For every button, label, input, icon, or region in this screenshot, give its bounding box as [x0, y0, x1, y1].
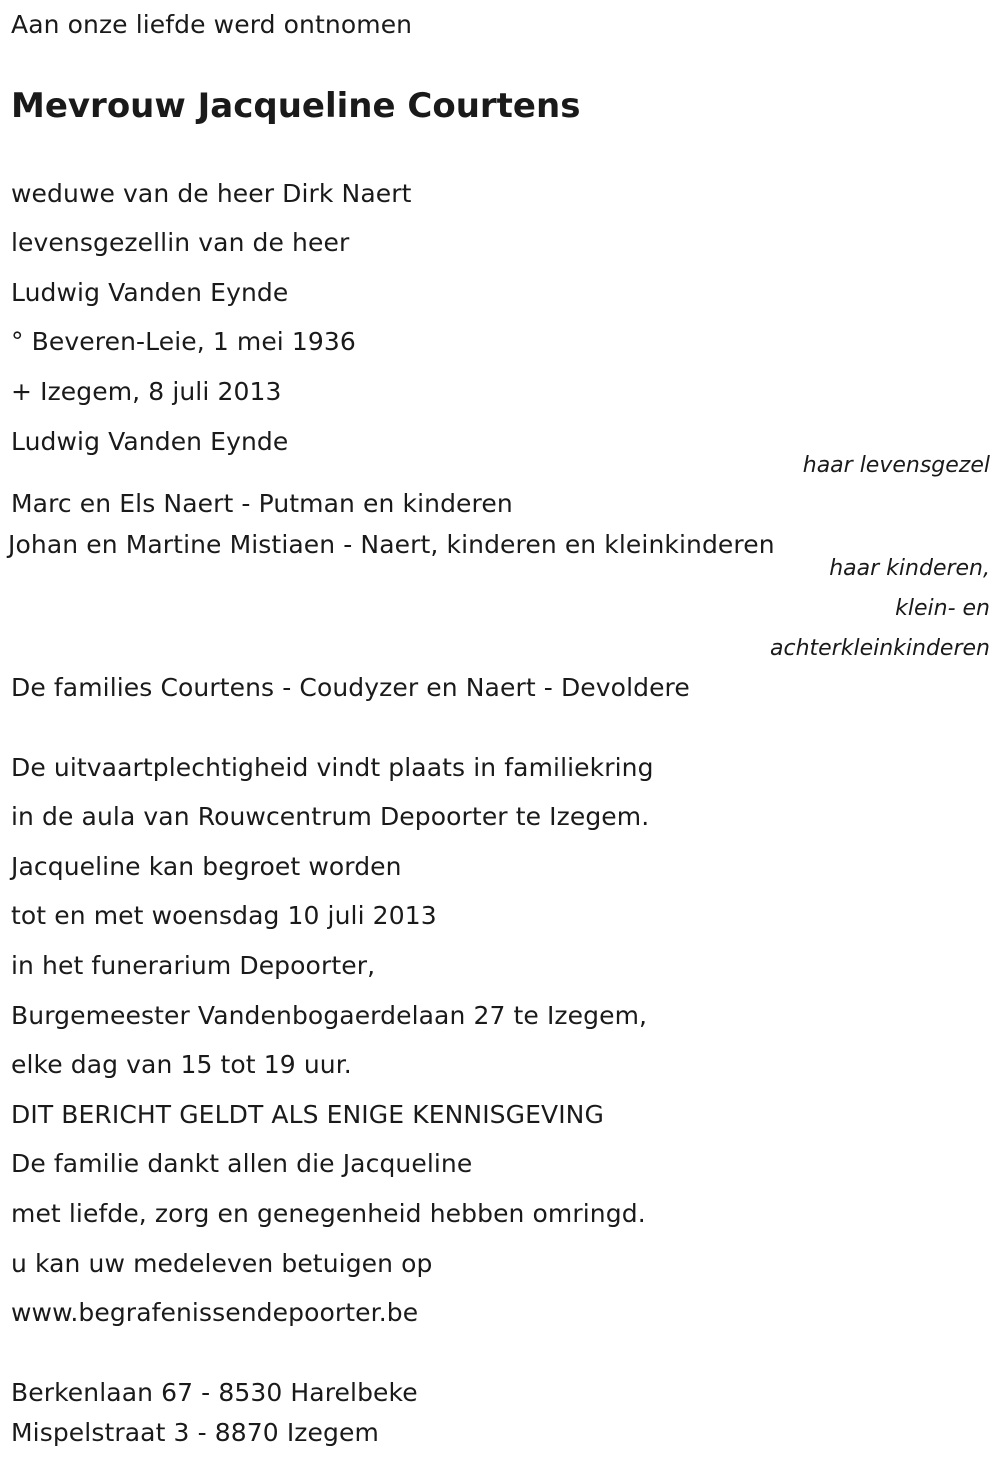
birth-line: ° Beveren-Leie, 1 mei 1936: [11, 327, 356, 356]
widow-line: weduwe van de heer Dirk Naert: [11, 179, 412, 208]
info-line-2: in de aula van Rouwcentrum Depoorter te Izegem.: [11, 802, 650, 831]
info-line-4: tot en met woensdag 10 juli 2013: [11, 901, 437, 930]
info-line-11: u kan uw medeleven betuigen op: [11, 1249, 433, 1278]
families-line: De families Courtens - Coudyzer en Naert - Devoldere: [11, 673, 690, 702]
partner-role-note: haar levensgezel: [802, 453, 990, 478]
address-line-1: Berkenlaan 67 - 8530 Harelbeke: [11, 1378, 418, 1407]
death-line: + Izegem, 8 juli 2013: [11, 377, 282, 406]
info-line-3: Jacqueline kan begroet worden: [11, 852, 402, 881]
mourner-partner: Ludwig Vanden Eynde: [11, 427, 289, 456]
deceased-name: Mevrouw Jacqueline Courtens: [11, 86, 581, 126]
website-line: www.begrafenissendepoorter.be: [11, 1298, 419, 1327]
info-line-9: De familie dankt allen die Jacqueline: [11, 1149, 473, 1178]
partner-name-line: Ludwig Vanden Eynde: [11, 278, 289, 307]
address-line-2: Mispelstraat 3 - 8870 Izegem: [11, 1418, 379, 1447]
children-role-note-3: achterkleinkinderen: [770, 636, 990, 661]
children-role-note-1: haar kinderen,: [829, 556, 990, 581]
info-line-10: met liefde, zorg en genegenheid hebben omringd.: [11, 1199, 646, 1228]
mourner-child-1: Marc en Els Naert - Putman en kinderen: [11, 489, 513, 518]
info-line-6: Burgemeester Vandenbogaerdelaan 27 te Izegem,: [11, 1001, 648, 1030]
info-line-5: in het funerarium Depoorter,: [11, 951, 376, 980]
partner-intro-line: levensgezellin van de heer: [11, 228, 350, 257]
children-role-note-2: klein- en: [895, 596, 990, 621]
info-line-8: DIT BERICHT GELDT ALS ENIGE KENNISGEVING: [11, 1100, 604, 1129]
info-line-1: De uitvaartplechtigheid vindt plaats in familiekring: [11, 753, 654, 782]
mourner-child-2: Johan en Martine Mistiaen - Naert, kinderen en kleinkinderen: [8, 530, 775, 559]
info-line-7: elke dag van 15 tot 19 uur.: [11, 1050, 352, 1079]
intro-text: Aan onze liefde werd ontnomen: [11, 10, 413, 39]
